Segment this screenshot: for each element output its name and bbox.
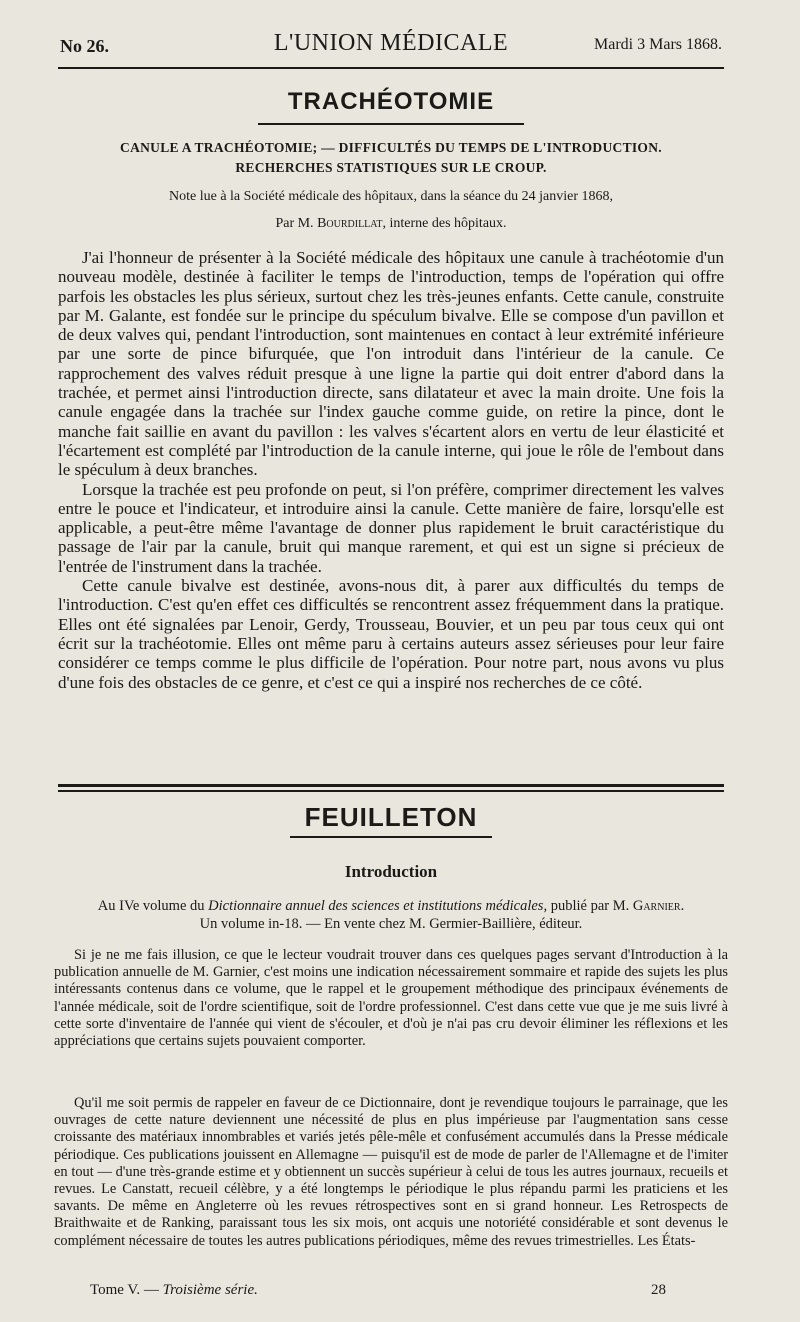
- article-note: Note lue à la Société médicale des hôpitaux, dans la séance du 24 janvier 1868,: [169, 189, 613, 204]
- tome-label: Tome V. —: [90, 1282, 163, 1298]
- feuilleton-paragraph: Qu'il me soit permis de rappeler en faveur de ce Dictionnaire, dont je revendique toujours le parrainage, que les ouvrages de cette nature deviennent une nécessité de plus en plus impérieuse par l'augmentation sans cesse croissante des matériaux innombrables et variés jetés pêle-mêle et confusément accumulés dans la Presse médicale périodique. Ces publications jouissent en Allemagne — puisqu'il est de mode de parler de l'Allemagne et de l'imiter en tout — d'une très-grande estime et y obtiennent un succès supérieur à celui de tous les autres journaux, recueils et revues. Le Canstatt, recueil célèbre, y a été longtemps le périodique le plus répandu parmi les praticiens et les savants. De même en Angleterre où les revues rétrospectives sont en si grand honneur. Les Retrospects de Braithwaite et de Ranking, paraissant tous les six mois, ont acquis une notoriété considérable et sont devenus le complément nécessaire de toutes les autres publications périodiques, même des revues trimestrielles. Les États-: [54, 1095, 728, 1249]
- journal-title: L'UNION MÉDICALE: [273, 30, 509, 56]
- feuilleton-underline: [290, 836, 492, 838]
- article-paragraph: Lorsque la trachée est peu profonde on peut, si l'on préfère, comprimer directement les valves entre le pouce et l'indicateur, et introduire ainsi la canule. Cette manière de faire, lorsqu'elle est applicable, a peut-être même l'avantage de donner plus rapidement le bruit caractéristique du passage de l'air par la canule, bruit qui manque rarement, et qui est un signe si précieux de l'entrée de l'instrument dans la trachée.: [58, 479, 724, 576]
- page-number: 28: [651, 1282, 666, 1298]
- issue-date: Mardi 3 Mars 1868.: [594, 36, 722, 53]
- sub-prefix: Au IVe volume du: [97, 898, 209, 914]
- article-paragraph: Cette canule bivalve est destinée, avons-nous dit, à parer aux difficultés du temps de l'introduction. C'est qu'en effet ces difficultés se rencontrent assez fréquemment dans la pratique. Elles ont été signalées par Lenoir, Gerdy, Trousseau, Bouvier, et un peu par tous ceux qui ont écrit sur la trachéotomie. Elles ont même paru à certains auteurs assez sérieuses pour leur faire considérer ce temps comme le plus difficile de l'opération. Pour notre part, nous avons vu plus d'une fois des obstacles de ce genre, et c'est ce qui a inspiré nos recherches de ce côté.: [58, 576, 724, 692]
- article-body: [58, 248, 724, 692]
- article-paragraph: J'ai l'honneur de présenter à la Société médicale des hôpitaux une canule à trachéotomie d'un nouveau modèle, destinée à faciliter le temps de l'introduction, temps de l'opération qui offre parfois les obstacles les plus sérieux, surtout chez les très-jeunes enfants. Cette canule, construite par M. Galante, est fondée sur le principe du spéculum bivalve. Elle se compose d'un pavillon et de deux valves qui, pendant l'introduction, sont maintenues en contact à leur extrémité inférieure par une sorte de pince bifurquée, que l'on introduit dans l'intérieur de la canule. Ce rapprochement des valves réduit presque à une ligne la partie qui doit entrer d'abord dans la trachée, et permet ainsi l'introduction directe, sans dilatateur et avec la main droite. Une fois la canule engagée dans la trachée sur l'index gauche comme guide, on retire la pince, dont le manche fait saillie en avant du pavillon : les valves s'écartent alors en vertu de leur élasticité et l'écartement est complété par l'introduction de la canule interne, qui joue le rôle de l'embout dans le spéculum à deux branches.: [58, 248, 724, 480]
- serie-label: Troisième série.: [162, 1282, 258, 1298]
- sub-mid: publié par M.: [547, 898, 633, 914]
- tome-info: [90, 1282, 258, 1299]
- issue-number: No 26.: [60, 36, 109, 56]
- article-author: [58, 216, 724, 232]
- article-section-title: TRACHÉOTOMIE: [287, 88, 495, 115]
- feuilleton-section-title: FEUILLETON: [304, 802, 478, 832]
- article-subtitle-1: CANULE A TRACHÉOTOMIE; — DIFFICULTÉS DU TEMPS DE L'INTRODUCTION.: [120, 140, 662, 155]
- feuilleton-paragraph-2: [54, 1095, 728, 1250]
- article-subtitle-2: RECHERCHES STATISTIQUES SUR LE CROUP.: [235, 160, 547, 175]
- feuilleton-paragraph: Si je ne me fais illusion, ce que le lecteur voudrait trouver dans ces quelques pages servant d'Introduction à la publication annuelle de M. Garnier, c'est moins une indication nécessairement sommaire et rapide des sujets les plus intéressants contenus dans ce volume, que le rappel et le groupement méthodique des principaux événements de l'année médicale, soit de l'ordre scientifique, soit de l'ordre professionnel. C'est dans cette vue que je me suis livré à cette sorte d'inventaire de l'année qui vient de s'écouler, et d'où je n'ai pas cru devoir éliminer les réflexions et les appréciations que certains sujets pouvaient comporter.: [54, 947, 728, 1050]
- sub-end: .: [680, 898, 685, 914]
- feuilleton-heading: Introduction: [344, 862, 438, 881]
- author-prefix: Par M.: [275, 216, 314, 231]
- sub-author: Garnier: [632, 898, 681, 914]
- feuilleton-subtitle-2: Un volume in-18. — En vente chez M. Germier-Baillière, éditeur.: [199, 916, 583, 932]
- feuilleton-rule-bottom: [58, 790, 724, 792]
- author-suffix: , interne des hôpitaux.: [382, 216, 507, 231]
- title-underline: [258, 123, 524, 125]
- dictionary-title: Dictionnaire annuel des sciences et institutions médicales,: [208, 898, 548, 914]
- page-header: [60, 30, 722, 60]
- header-rule: [58, 67, 724, 69]
- feuilleton-paragraph-1: [54, 947, 728, 1050]
- author-name: Bourdillat: [317, 216, 383, 231]
- feuilleton-rule-top: [58, 784, 724, 787]
- feuilleton-subtitle: [58, 898, 724, 915]
